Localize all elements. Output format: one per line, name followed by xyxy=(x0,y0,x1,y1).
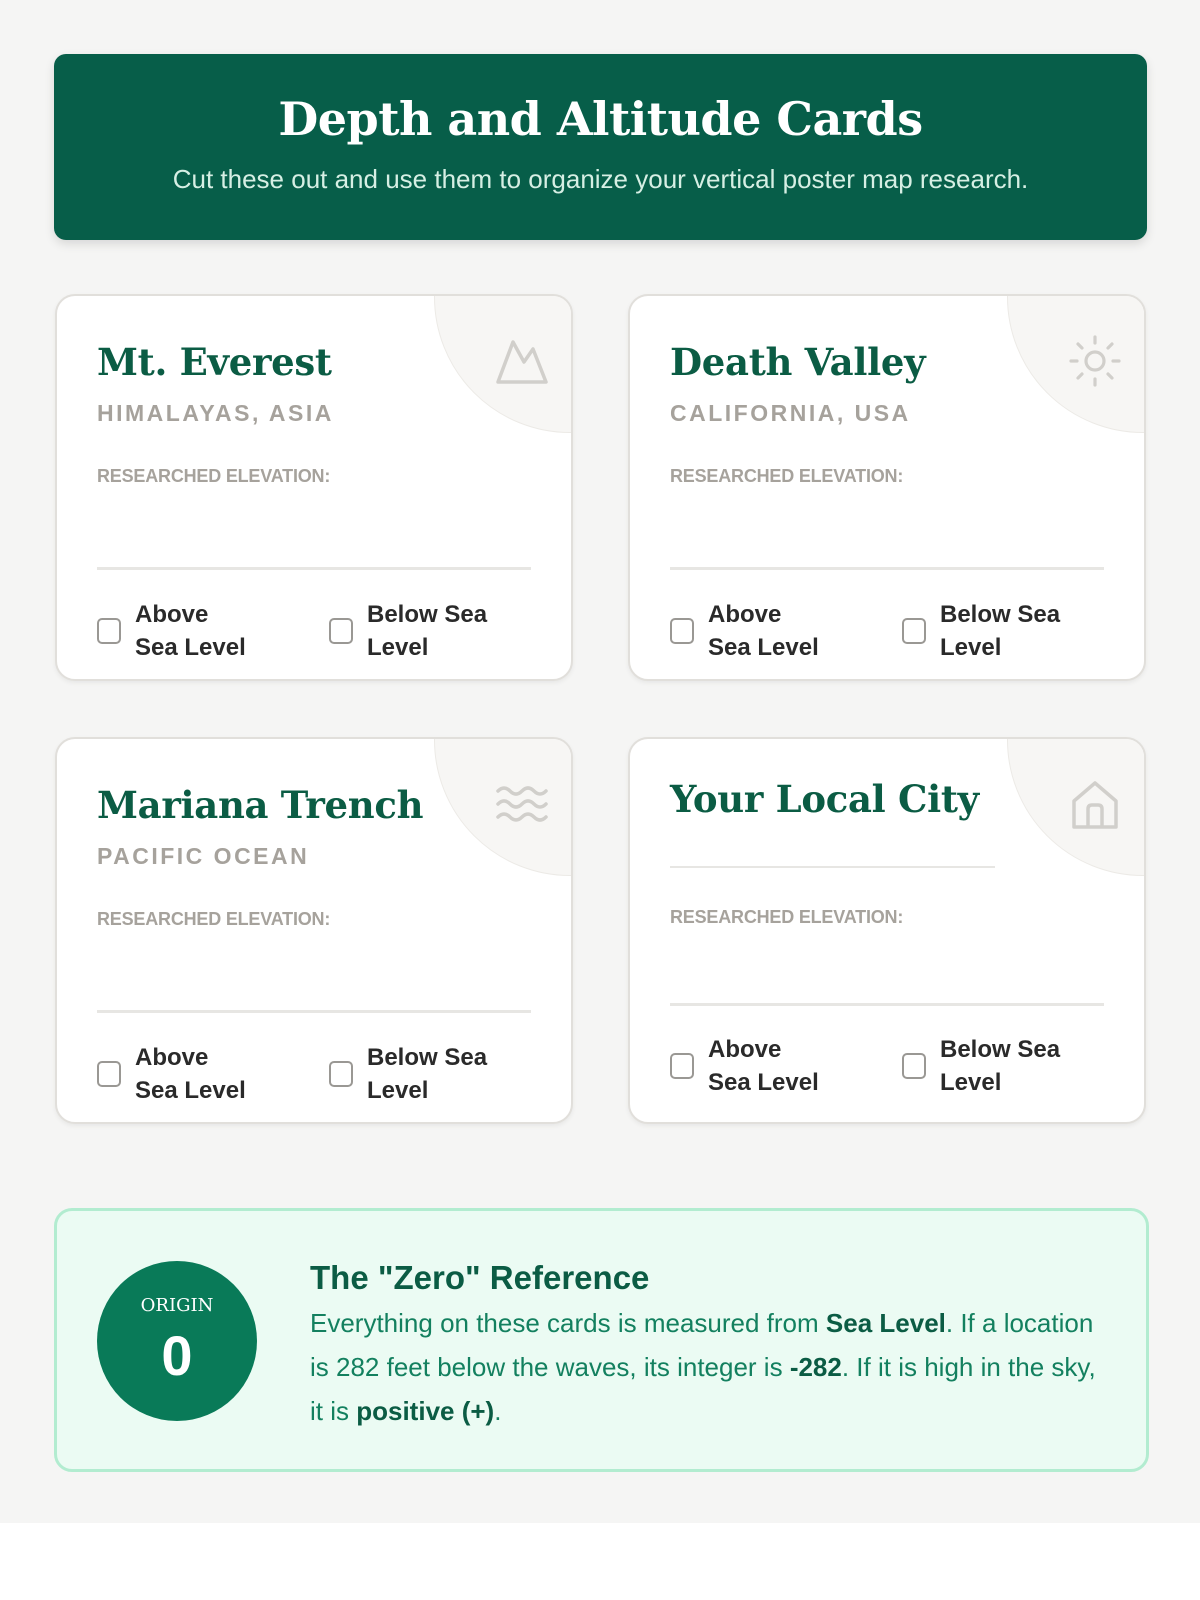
card-title: Mt. Everest xyxy=(97,340,332,384)
location-card-everest xyxy=(55,294,573,681)
below-sea-level-label: Below Sea Level xyxy=(940,1036,1061,1096)
location-card-death-valley xyxy=(628,294,1146,681)
zero-reference-note xyxy=(54,1208,1149,1472)
elevation-label: RESEARCHED ELEVATION: xyxy=(670,466,904,486)
elevation-write-line[interactable] xyxy=(670,567,1104,570)
elevation-label: RESEARCHED ELEVATION: xyxy=(670,907,904,927)
below-sea-level-option[interactable] xyxy=(902,598,1062,664)
above-sea-level-checkbox[interactable] xyxy=(97,618,121,644)
reference-text: . xyxy=(494,1396,502,1426)
below-sea-level-option[interactable] xyxy=(329,598,489,664)
elevation-label: RESEARCHED ELEVATION: xyxy=(97,466,331,486)
sun-icon xyxy=(1066,332,1124,390)
above-sea-level-option[interactable] xyxy=(97,1041,257,1107)
above-sea-level-option[interactable] xyxy=(670,598,830,664)
below-sea-level-checkbox[interactable] xyxy=(329,1061,353,1087)
elevation-label: RESEARCHED ELEVATION: xyxy=(97,909,331,929)
origin-value: 0 xyxy=(161,1324,193,1387)
home-icon xyxy=(1066,775,1124,833)
reference-emphasis-negative: -282 xyxy=(789,1352,842,1382)
location-card-mariana-trench xyxy=(55,737,573,1124)
below-sea-level-label: Below Sea Level xyxy=(367,1044,488,1104)
above-sea-level-label: Above Sea Level xyxy=(135,1044,246,1104)
above-sea-level-label: Above Sea Level xyxy=(708,601,819,661)
reference-text: . If it is high in the sky, it is xyxy=(310,1352,1096,1426)
origin-label: ORIGIN xyxy=(140,1295,214,1316)
city-name-write-line[interactable] xyxy=(670,866,995,868)
below-sea-level-checkbox[interactable] xyxy=(902,618,926,644)
elevation-write-line[interactable] xyxy=(97,567,531,570)
origin-badge xyxy=(97,1261,257,1421)
above-sea-level-label: Above Sea Level xyxy=(135,601,246,661)
page-title: Depth and Altitude Cards xyxy=(278,92,923,146)
reference-text: Everything on these cards is measured from xyxy=(310,1308,826,1338)
above-sea-level-label: Above Sea Level xyxy=(708,1036,819,1096)
above-sea-level-option[interactable] xyxy=(97,598,257,664)
below-sea-level-checkbox[interactable] xyxy=(902,1053,926,1079)
page-subtitle: Cut these out and use them to organize your vertical poster map research. xyxy=(172,164,1029,194)
reference-body xyxy=(310,1301,1110,1433)
above-sea-level-checkbox[interactable] xyxy=(670,1053,694,1079)
above-sea-level-checkbox[interactable] xyxy=(670,618,694,644)
reference-emphasis-sea-level: Sea Level xyxy=(825,1308,946,1338)
below-sea-level-label: Below Sea Level xyxy=(367,601,488,661)
below-sea-level-label: Below Sea Level xyxy=(940,601,1061,661)
below-sea-level-checkbox[interactable] xyxy=(329,618,353,644)
elevation-write-line[interactable] xyxy=(97,1010,531,1013)
reference-text: . If a location is 282 feet below the waves, its integer is xyxy=(310,1308,1094,1382)
above-sea-level-checkbox[interactable] xyxy=(97,1061,121,1087)
above-sea-level-option[interactable] xyxy=(670,1033,830,1099)
header-banner xyxy=(54,54,1147,240)
reference-title: The "Zero" Reference xyxy=(310,1259,650,1296)
below-sea-level-option[interactable] xyxy=(902,1033,1062,1099)
card-region: CALIFORNIA, USA xyxy=(670,400,911,426)
mountain-icon xyxy=(493,332,551,390)
card-region: HIMALAYAS, ASIA xyxy=(97,400,334,426)
reference-emphasis-positive: positive (+) xyxy=(356,1396,495,1426)
card-title: Mariana Trench xyxy=(97,783,424,827)
waves-icon xyxy=(493,775,551,833)
elevation-write-line[interactable] xyxy=(670,1003,1104,1006)
location-card-local-city xyxy=(628,737,1146,1124)
card-title: Your Local City xyxy=(670,777,979,821)
below-sea-level-option[interactable] xyxy=(329,1041,489,1107)
card-title: Death Valley xyxy=(670,340,926,384)
card-region: PACIFIC OCEAN xyxy=(97,843,310,869)
